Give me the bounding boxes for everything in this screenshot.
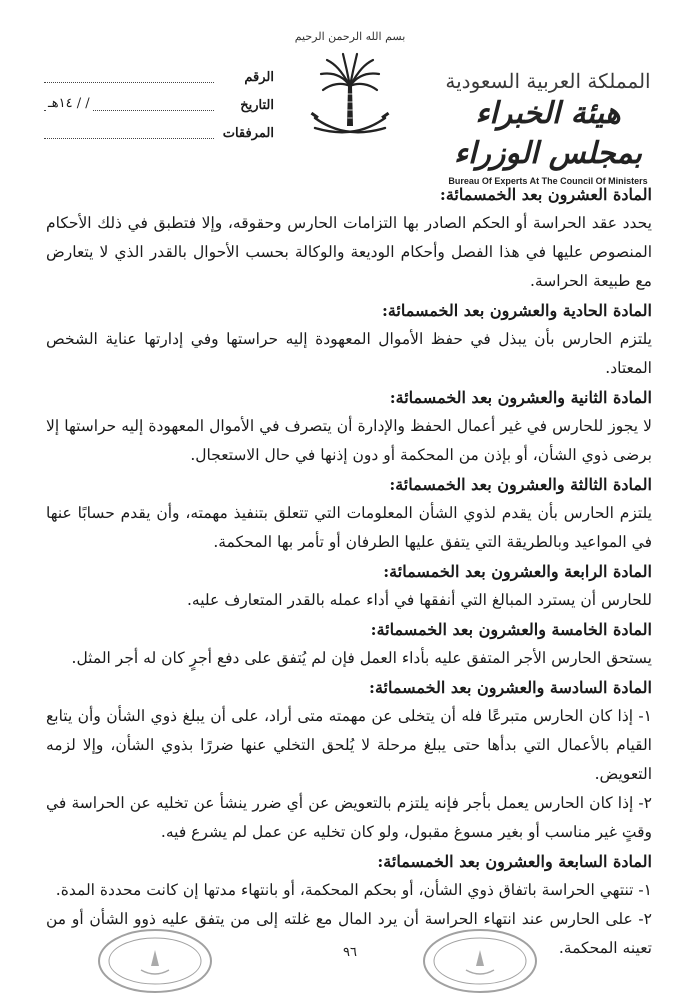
article-title: المادة الحادية والعشرون بعد الخمسمائة: [381, 301, 652, 320]
article-clause: ١- تنتهي الحراسة باتفاق ذوي الشأن، أو بحكم المحكمة، أو بانتهاء مدتها إن كانت محددة المدة. [55, 881, 652, 899]
ref-number-row [44, 70, 274, 98]
article-text: يلتزم الحارس بأن يبذل في حفظ الأموال المعهودة إليه حراستها وفي إدارتها عناية الشخص المعتاد. [46, 330, 653, 377]
article-title: المادة السابعة والعشرون بعد الخمسمائة: [377, 852, 652, 871]
article-title: المادة الثالثة والعشرون بعد الخمسمائة: [389, 475, 652, 494]
article-title: المادة العشرون بعد الخمسمائة: [439, 185, 652, 204]
org-name: هيئة الخبراء بمجلس الوزراء [453, 96, 643, 171]
article-text: لا يجوز للحارس في غير أعمال الحفظ والإدارة أن يتصرف في الأموال المعهودة إليه حراستها إلا برضى ذوي الشأن، أو بإذن من المحكمة أو دون إذنها في حال الاستعجال. [46, 417, 652, 464]
official-seal-stamp-icon [420, 926, 540, 996]
page-number: ٩٦ [343, 945, 357, 960]
attachments-label: المرفقات [222, 126, 274, 141]
article-text: يلتزم الحارس بأن يقدم لذوي الشأن المعلومات التي تتعلق بتنفيذ مهمته، وأن يقدم حسابًا عنها في المواعيد وبالطريقة التي يتفق عليها الطرفان أو تأمر بها المحكمة. [46, 504, 652, 551]
letterhead [0, 30, 700, 186]
org-kingdom: المملكة العربية السعودية [445, 69, 651, 93]
article-clause: ٢- على الحارس عند انتهاء الحراسة أن يرد المال مع غلته إلى من يتفق عليه ذوو الشأن أو من تعينه المحكمة. [46, 910, 652, 957]
articles-body [46, 180, 652, 963]
date-label: التاريخ [240, 98, 274, 113]
emblem-block [290, 30, 410, 143]
org-english-name: Bureau Of Experts At The Council Of Ministers [448, 176, 648, 186]
ref-number-label: الرقم [244, 70, 274, 85]
basmala: بسم الله الرحمن الرحيم [294, 30, 406, 43]
article-clause: ١- إذا كان الحارس متبرعًا فله أن يتخلى عن مهمته متى أراد، على أن يبلغ ذوي الشأن وأن يتابع القيام بالأعمال التي بدأها حتى يبلغ مرحلة لا يُلحق التخلي عنها ضررًا بذوي الشأن، وإلا لزمه التعويض. [46, 707, 652, 783]
article-title: المادة الرابعة والعشرون بعد الخمسمائة: [383, 562, 652, 581]
article-text: يحدد عقد الحراسة أو الحكم الصادر بها التزامات الحارس وحقوقه، وإلا فتطبق في ذلك الأحكام المنصوص عليها في هذا الفصل وأحكام الوديعة والوكالة بحسب الأحوال بالقدر الذي لا يتعارض مع طبيعة الحراسة. [46, 214, 652, 290]
organization-block [438, 68, 658, 186]
article-clause: ٢- إذا كان الحارس يعمل بأجر فإنه يلتزم بالتعويض عن أي ضرر ينشأ عن تخليه عن الحراسة في وقتٍ غير مناسب أو بغير مسوغ مقبول، ولو كان تخليه عن عمل لم يشرع فيه. [46, 794, 652, 841]
date-row [44, 98, 274, 126]
hijri-date-value: / / ١٤هـ [48, 96, 90, 111]
article-text: يستحق الحارس الأجر المتفق عليه بأداء العمل فإن لم يُتفق على دفع أجرٍ كان له أجر المثل. [71, 649, 652, 667]
article-title: المادة الخامسة والعشرون بعد الخمسمائة: [370, 620, 652, 639]
reference-fields [44, 70, 274, 154]
article-title: المادة الثانية والعشرون بعد الخمسمائة: [389, 388, 652, 407]
article-text: للحارس أن يسترد المبالغ التي أنفقها في أداء عمله بالقدر المتعارف عليه. [186, 591, 652, 609]
palm-swords-emblem-icon [305, 48, 395, 143]
attachments-row [44, 126, 274, 154]
ref-number-line [44, 82, 214, 83]
article-title: المادة السادسة والعشرون بعد الخمسمائة: [369, 678, 652, 697]
official-seal-stamp-icon [95, 926, 215, 996]
attachments-line [44, 138, 214, 139]
